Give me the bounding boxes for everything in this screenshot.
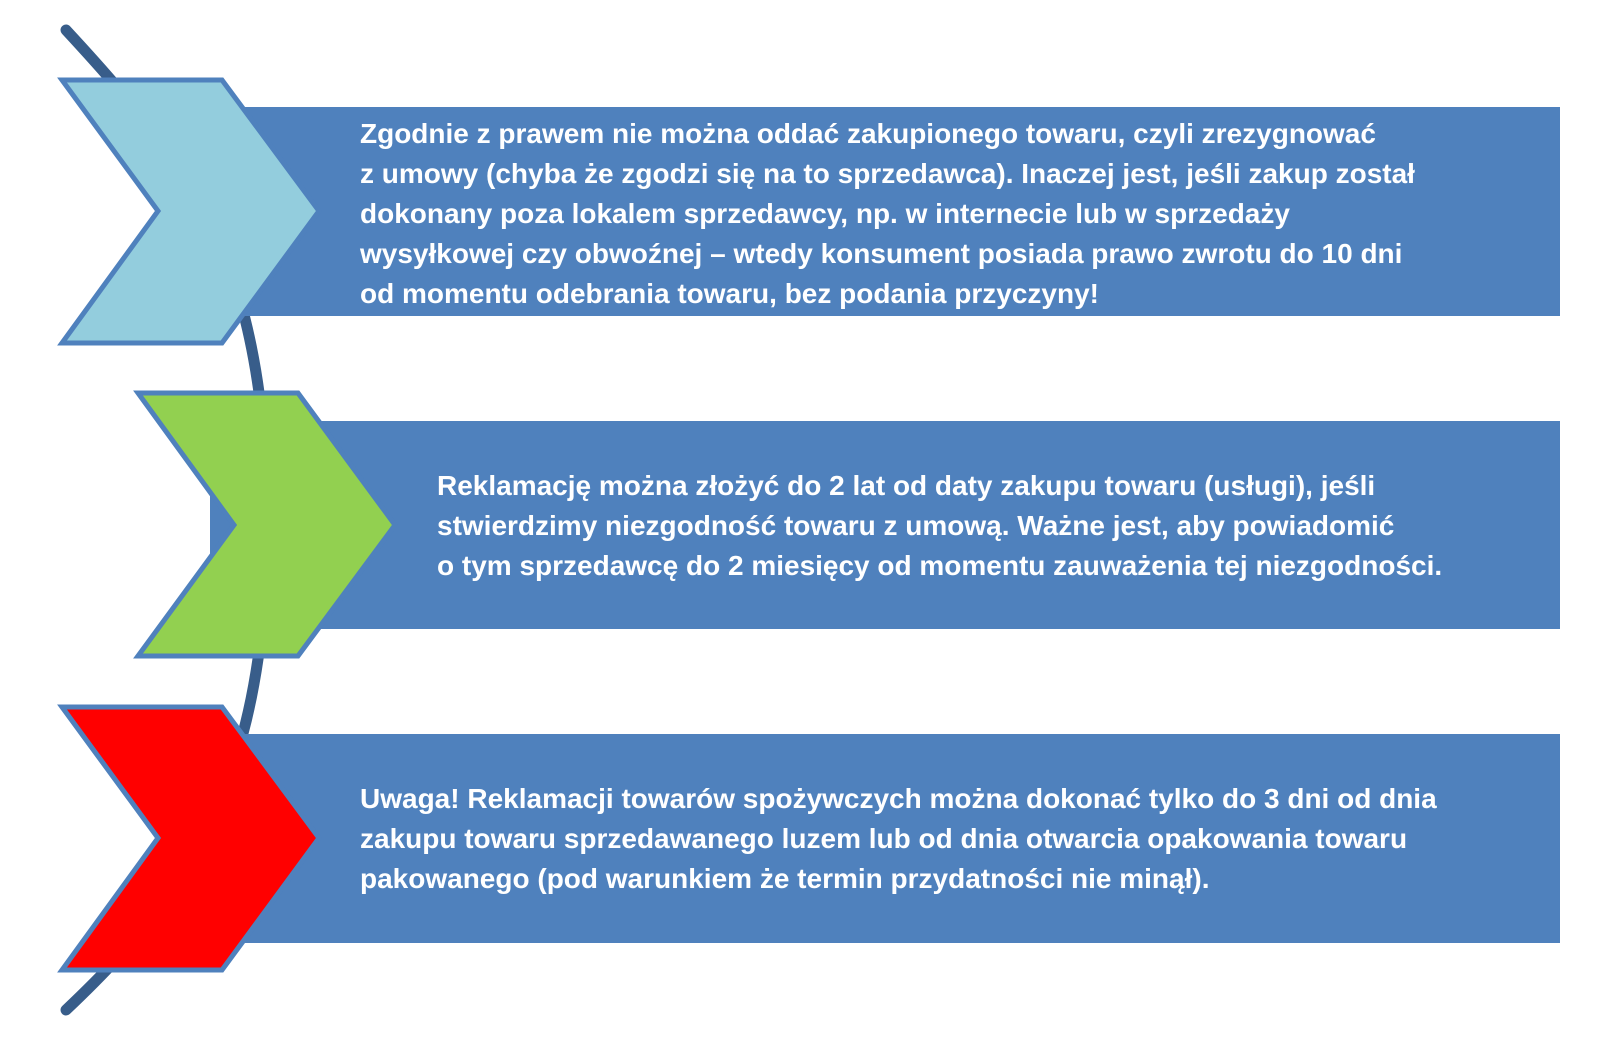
step-2-chevron-icon xyxy=(138,393,395,656)
step-3-text: Uwaga! Reklamacji towarów spożywczych można dokonać tylko do 3 dni od dnia zakupu towaru sprzedawanego luzem lub od dnia otwarcia opakowania towaru pakowanego (pod warunkiem że termin przydatności nie minął). xyxy=(360,783,1437,894)
step-3-chevron-icon xyxy=(62,707,319,970)
step-1-chevron-icon xyxy=(62,80,319,343)
step-1-text: Zgodnie z prawem nie można oddać zakupionego towaru, czyli zrezygnować z umowy (chyba że zgodzi się na to sprzedawca). Inaczej jest, jeśli zakup został dokonany poza lokalem sprzedawcy, np. w internecie lub w sprzedaży wysyłkowej czy obwoźnej – wtedy konsument posiada prawo zwrotu do 10 dni od momentu odebrania towaru, bez podania przyczyny! xyxy=(360,118,1415,309)
step-2-text: Reklamację można złożyć do 2 lat od daty zakupu towaru (usługi), jeśli stwierdzimy niezgodność towaru z umową. Ważne jest, aby powiadomić o tym sprzedawcę do 2 miesięcy od momentu zauważenia tej niezgodności. xyxy=(437,470,1443,581)
